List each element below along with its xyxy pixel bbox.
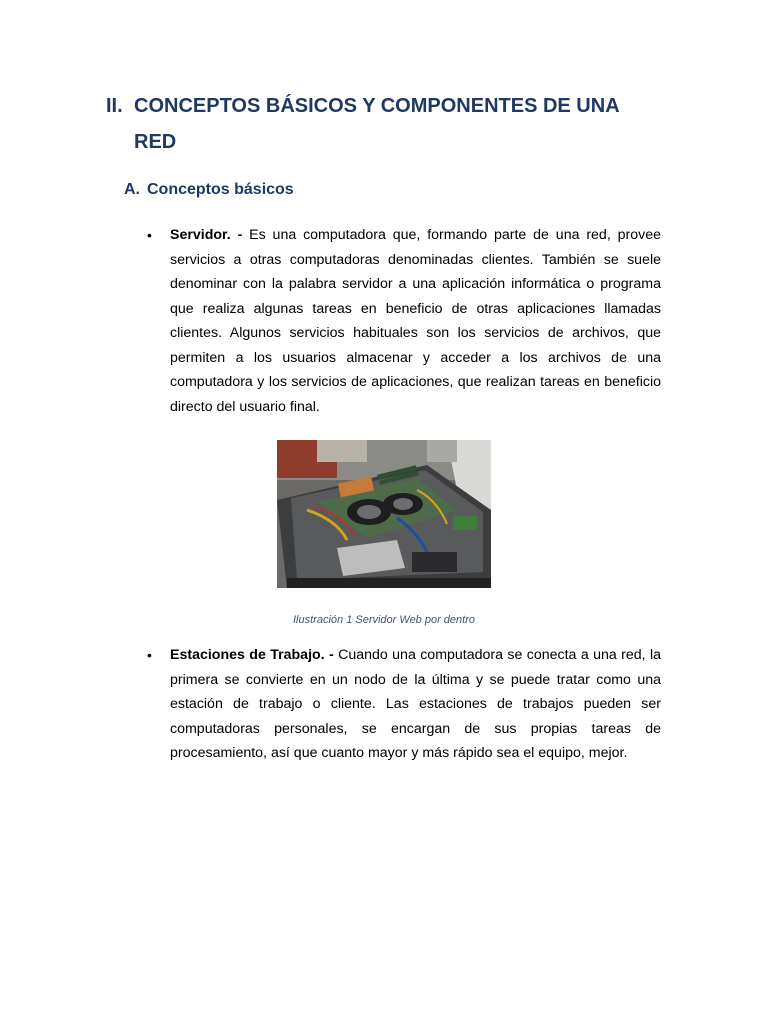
list-item-estaciones — [147, 643, 661, 766]
paragraph — [170, 643, 661, 766]
paragraph-body: Cuando una computadora se conecta a una red, la primera se convierte en un nodo de la última y se puede tratar como una estación de trabajo o cliente. Las estaciones de trabajos pueden ser computadoras personales, se encargan de sus propias tareas de procesamiento, así que cuanto mayor y más rápido sea el equipo, mejor. — [170, 647, 661, 761]
section-heading — [106, 88, 666, 160]
bullet-icon: • — [147, 227, 152, 243]
term: Estaciones de Trabajo. - — [170, 647, 334, 663]
section-heading-text: CONCEPTOS BÁSICOS Y COMPONENTES DE UNA RED — [134, 95, 619, 153]
server-interior-photo-icon — [277, 440, 491, 588]
section-heading-number: II. — [106, 95, 123, 117]
subsection-heading-number: A. — [124, 181, 140, 198]
paragraph — [170, 223, 661, 419]
figure-caption: Ilustración 1 Servidor Web por dentro — [293, 614, 475, 626]
subsection-heading — [124, 178, 294, 202]
server-image — [277, 440, 491, 588]
subsection-heading-text: Conceptos básicos — [147, 181, 294, 198]
bullet-icon: • — [147, 647, 152, 663]
list-item-servidor — [147, 223, 661, 419]
term: Servidor. - — [170, 227, 243, 243]
paragraph-body: Es una computadora que, formando parte de una red, provee servicios a otras computadoras denominadas clientes. También se suele denominar con la palabra servidor a una aplicación informática o programa que realiza algunas tareas en beneficio de otras aplicaciones llamadas clientes. Algunos servicios habituales son los servicios de archivos, que permiten a los usuarios almacenar y acceder a los archivos de una computadora y los servicios de aplicaciones, que realizan tareas en beneficio directo del usuario final. — [170, 227, 661, 415]
